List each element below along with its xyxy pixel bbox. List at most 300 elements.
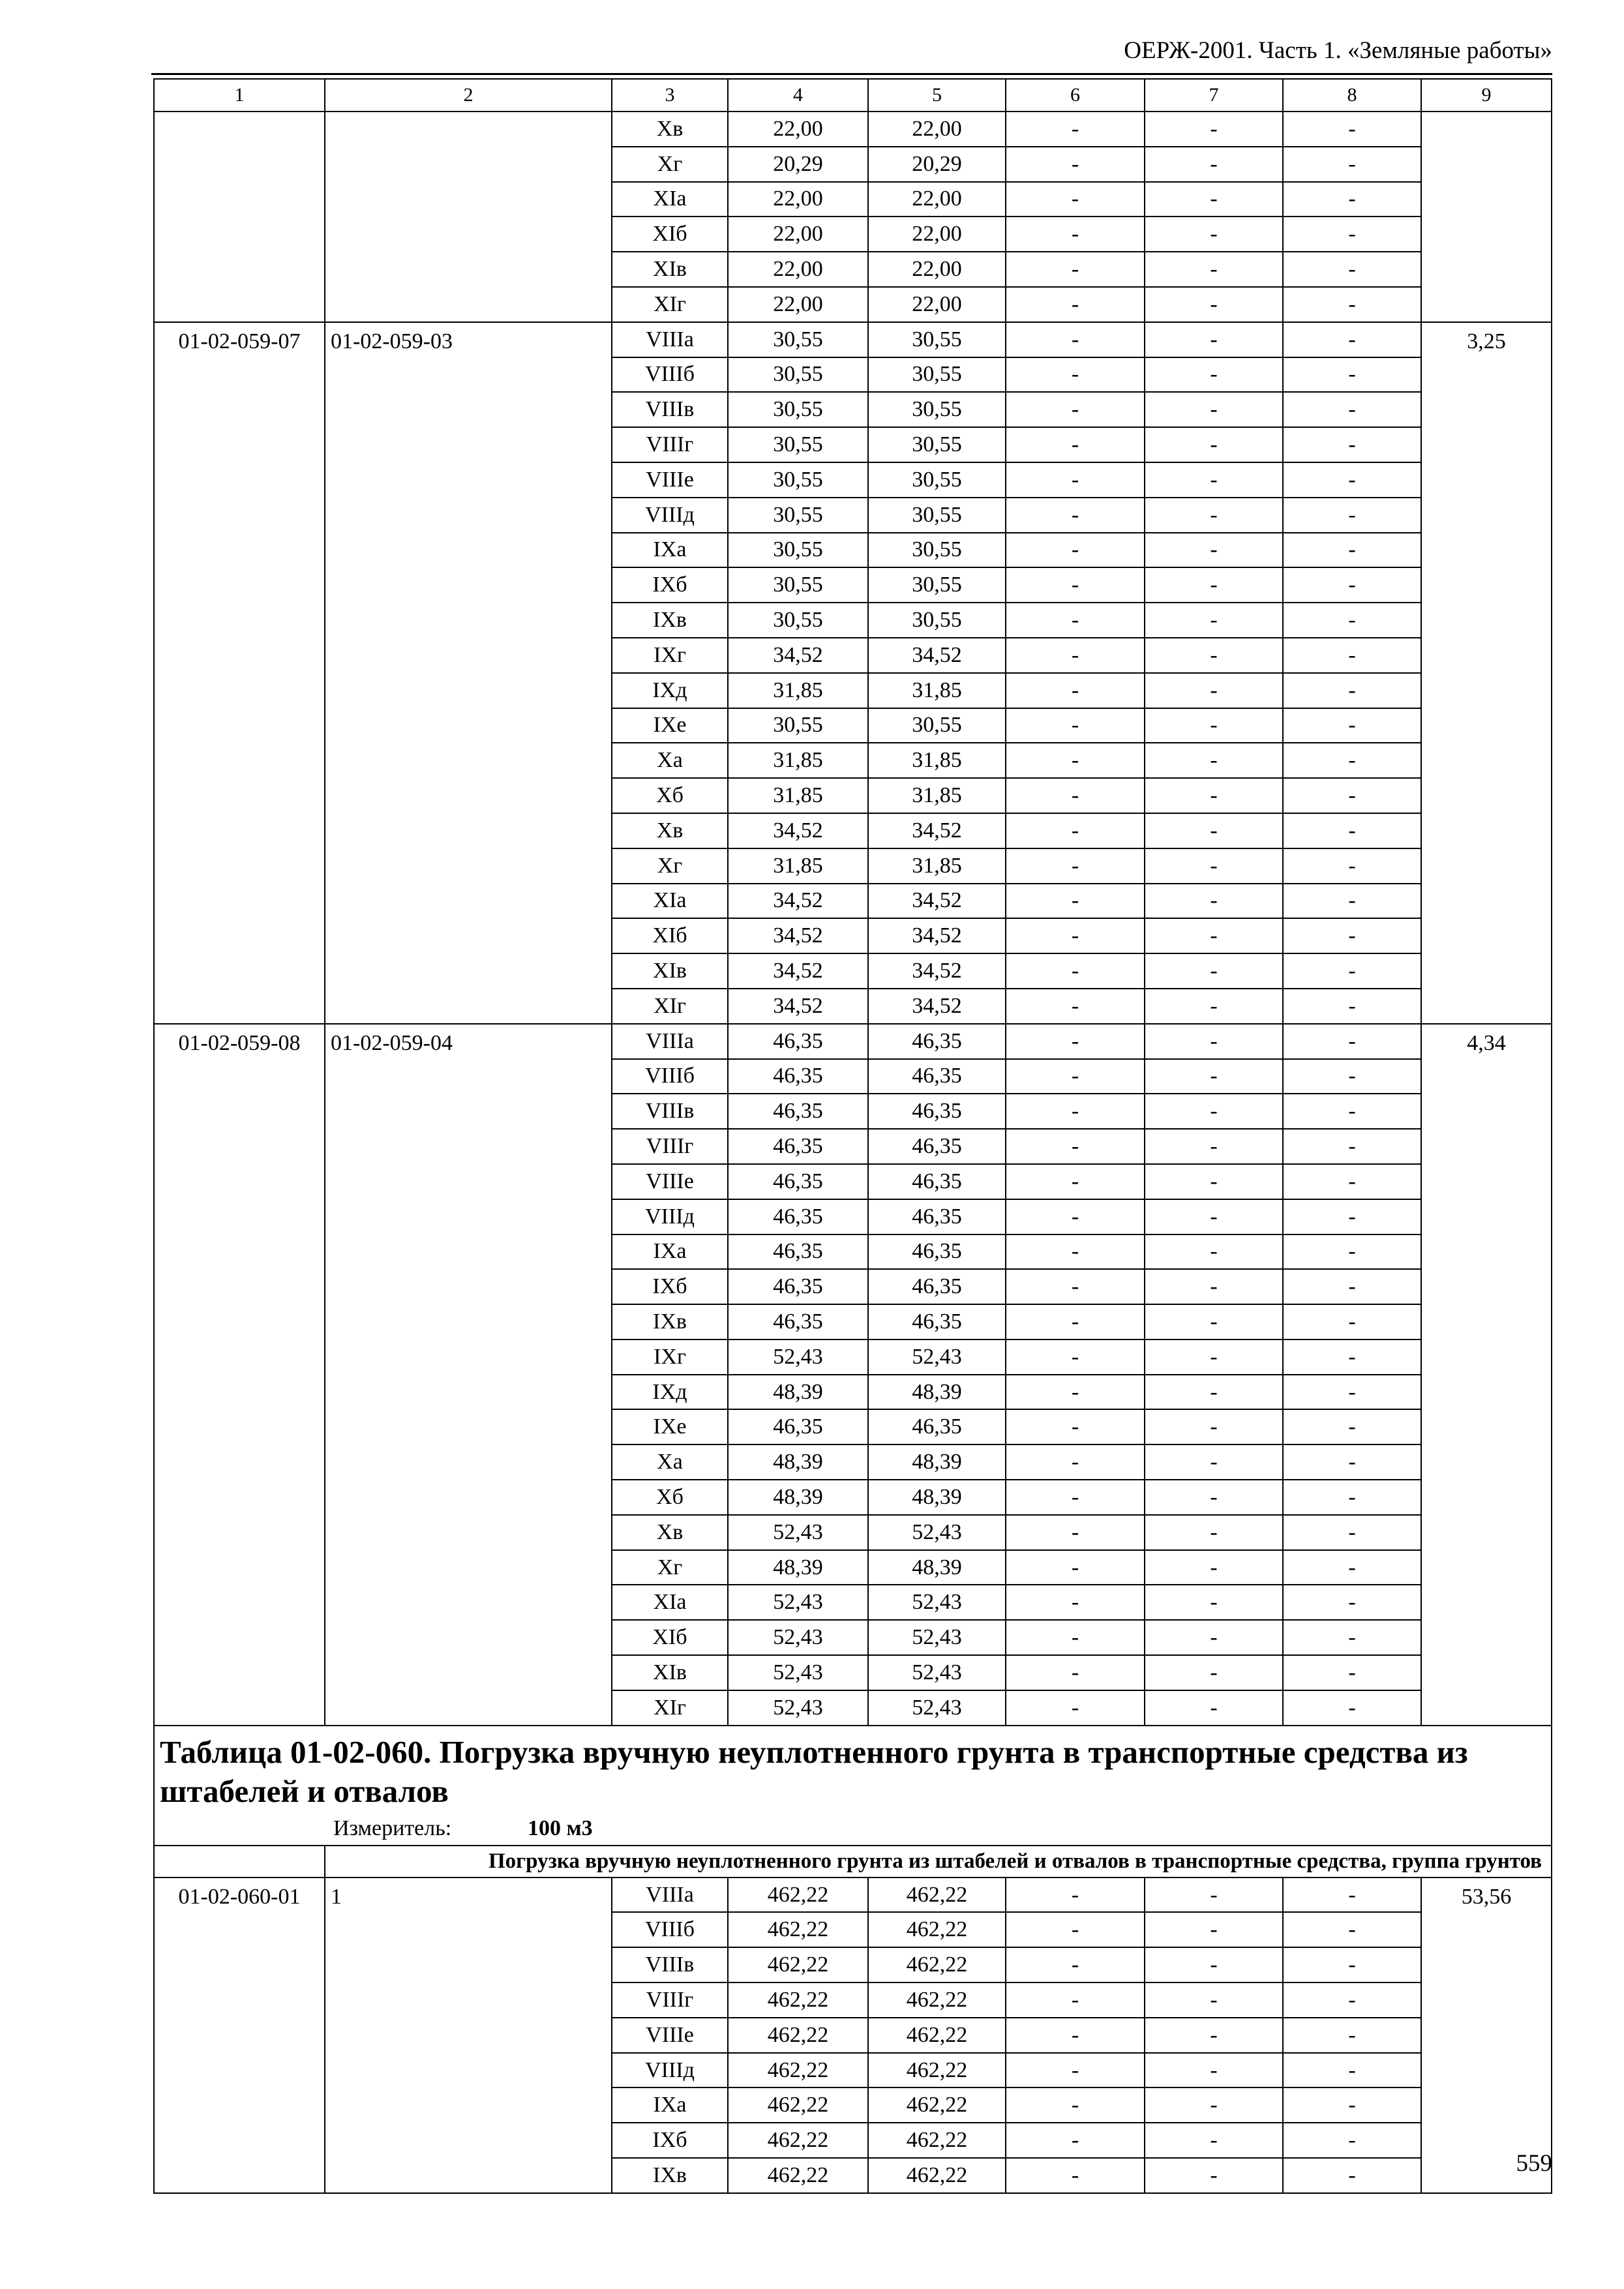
total-cell: 46,35 [728, 1234, 868, 1270]
materials-cell: - [1283, 252, 1421, 287]
machine-cell: - [1006, 1878, 1145, 1913]
ref-cell [325, 112, 612, 322]
soil-group-cell: Xв [612, 112, 728, 147]
soil-group-cell: IXе [612, 708, 728, 743]
machinist-wage-cell: - [1145, 2053, 1283, 2088]
code-cell: 01-02-059-08 [154, 1024, 325, 1726]
machine-cell: - [1006, 1024, 1145, 1059]
total-cell: 52,43 [728, 1515, 868, 1550]
total-cell: 22,00 [728, 182, 868, 217]
machinist-wage-cell: - [1145, 1912, 1283, 1947]
soil-group-cell: Xв [612, 813, 728, 848]
materials-cell: - [1283, 147, 1421, 182]
machinist-wage-cell: - [1145, 1878, 1283, 1913]
machinist-wage-cell: - [1145, 708, 1283, 743]
table-row [154, 1878, 1552, 1913]
materials-cell: - [1283, 287, 1421, 322]
materials-cell: - [1283, 989, 1421, 1024]
wage-cell: 48,39 [868, 1550, 1006, 1585]
soil-group-cell: VIIIд [612, 1199, 728, 1234]
total-cell: 462,22 [728, 1878, 868, 1913]
soil-group-cell: VIIIе [612, 462, 728, 498]
machinist-wage-cell: - [1145, 1164, 1283, 1199]
machine-cell: - [1006, 1094, 1145, 1129]
wage-cell: 462,22 [868, 2053, 1006, 2088]
materials-cell: - [1283, 462, 1421, 498]
machinist-wage-cell: - [1145, 1585, 1283, 1620]
total-cell: 52,43 [728, 1655, 868, 1690]
wage-cell: 46,35 [868, 1024, 1006, 1059]
wage-cell: 462,22 [868, 1947, 1006, 1982]
soil-group-cell: VIIIв [612, 1094, 728, 1129]
machine-cell: - [1006, 357, 1145, 393]
total-cell: 462,22 [728, 2087, 868, 2123]
group-title-row [154, 1846, 1552, 1878]
materials-cell: - [1283, 2018, 1421, 2053]
machine-cell: - [1006, 848, 1145, 884]
wage-cell: 30,55 [868, 567, 1006, 603]
total-cell: 462,22 [728, 2053, 868, 2088]
materials-cell: - [1283, 1234, 1421, 1270]
total-cell: 30,55 [728, 533, 868, 568]
wage-cell: 34,52 [868, 953, 1006, 989]
machine-cell: - [1006, 953, 1145, 989]
machinist-wage-cell: - [1145, 1409, 1283, 1444]
meter-value: 100 м3 [528, 1816, 593, 1840]
soil-group-cell: Xб [612, 778, 728, 813]
group-title-spacer [154, 1846, 325, 1878]
soil-group-cell: VIIIе [612, 1164, 728, 1199]
wage-cell: 46,35 [868, 1409, 1006, 1444]
wage-cell: 34,52 [868, 813, 1006, 848]
materials-cell: - [1283, 498, 1421, 533]
machine-cell: - [1006, 322, 1145, 357]
total-cell: 30,55 [728, 357, 868, 393]
table-meter [160, 1818, 1551, 1840]
column-number-row [154, 79, 1552, 112]
soil-group-cell: IXб [612, 1269, 728, 1304]
soil-group-cell: Xг [612, 1550, 728, 1585]
wage-cell: 31,85 [868, 743, 1006, 778]
total-cell: 31,85 [728, 848, 868, 884]
machine-cell: - [1006, 989, 1145, 1024]
machinist-wage-cell: - [1145, 1304, 1283, 1339]
wage-cell: 52,43 [868, 1585, 1006, 1620]
machinist-wage-cell: - [1145, 147, 1283, 182]
materials-cell: - [1283, 848, 1421, 884]
total-cell: 462,22 [728, 2158, 868, 2193]
wage-cell: 22,00 [868, 182, 1006, 217]
soil-group-cell: IXа [612, 533, 728, 568]
machinist-wage-cell: - [1145, 252, 1283, 287]
total-cell: 52,43 [728, 1620, 868, 1655]
machinist-wage-cell: - [1145, 217, 1283, 252]
ref-cell: 01-02-059-03 [325, 322, 612, 1024]
group-title: Погрузка вручную неуплотненного грунта из штабелей и отвалов в транспортные средства, группа грунтов [325, 1846, 1552, 1878]
header-rule [151, 73, 1552, 75]
column-number: 1 [154, 79, 325, 112]
machinist-wage-cell: - [1145, 182, 1283, 217]
materials-cell: - [1283, 1339, 1421, 1375]
soil-group-cell: XIб [612, 1620, 728, 1655]
materials-cell: - [1283, 357, 1421, 393]
wage-cell: 48,39 [868, 1375, 1006, 1410]
machine-cell: - [1006, 1947, 1145, 1982]
total-cell: 31,85 [728, 743, 868, 778]
machine-cell: - [1006, 1129, 1145, 1164]
machinist-wage-cell: - [1145, 533, 1283, 568]
materials-cell: - [1283, 1690, 1421, 1726]
wage-cell: 30,55 [868, 498, 1006, 533]
soil-group-cell: VIIIб [612, 1912, 728, 1947]
wage-cell: 52,43 [868, 1620, 1006, 1655]
materials-cell: - [1283, 1480, 1421, 1515]
total-cell: 30,55 [728, 462, 868, 498]
materials-cell: - [1283, 427, 1421, 462]
materials-cell: - [1283, 1164, 1421, 1199]
wage-cell: 30,55 [868, 462, 1006, 498]
machine-cell: - [1006, 1444, 1145, 1480]
total-cell: 34,52 [728, 884, 868, 919]
total-cell: 462,22 [728, 1982, 868, 2018]
total-cell: 46,35 [728, 1269, 868, 1304]
materials-cell: - [1283, 1059, 1421, 1094]
table-title: Таблица 01-02-060. Погрузка вручную неуплотненного грунта в транспортные средства из штабелей и отвалов [160, 1733, 1468, 1809]
wage-cell: 462,22 [868, 2158, 1006, 2193]
machinist-wage-cell: - [1145, 1480, 1283, 1515]
total-cell: 462,22 [728, 1912, 868, 1947]
labor-cost-cell: 3,25 [1421, 322, 1552, 1024]
page-header: ОЕРЖ-2001. Часть 1. «Земляные работы» [1124, 37, 1552, 64]
soil-group-cell: VIIIг [612, 1129, 728, 1164]
column-number: 3 [612, 79, 728, 112]
machinist-wage-cell: - [1145, 1515, 1283, 1550]
machinist-wage-cell: - [1145, 638, 1283, 673]
machinist-wage-cell: - [1145, 673, 1283, 708]
total-cell: 34,52 [728, 953, 868, 989]
soil-group-cell: XIб [612, 217, 728, 252]
machinist-wage-cell: - [1145, 1655, 1283, 1690]
machine-cell: - [1006, 884, 1145, 919]
machinist-wage-cell: - [1145, 918, 1283, 953]
wage-cell: 46,35 [868, 1234, 1006, 1270]
machinist-wage-cell: - [1145, 1982, 1283, 2018]
machinist-wage-cell: - [1145, 1375, 1283, 1410]
machine-cell: - [1006, 1339, 1145, 1375]
machine-cell: - [1006, 603, 1145, 638]
wage-cell: 48,39 [868, 1480, 1006, 1515]
labor-cost-cell: 4,34 [1421, 1024, 1552, 1726]
total-cell: 30,55 [728, 603, 868, 638]
materials-cell: - [1283, 918, 1421, 953]
total-cell: 462,22 [728, 2123, 868, 2158]
machine-cell: - [1006, 673, 1145, 708]
soil-group-cell: VIIIа [612, 322, 728, 357]
materials-cell: - [1283, 217, 1421, 252]
materials-cell: - [1283, 1199, 1421, 1234]
machine-cell: - [1006, 2123, 1145, 2158]
wage-cell: 52,43 [868, 1655, 1006, 1690]
machine-cell: - [1006, 2053, 1145, 2088]
total-cell: 52,43 [728, 1690, 868, 1726]
total-cell: 34,52 [728, 989, 868, 1024]
total-cell: 30,55 [728, 427, 868, 462]
table-row [154, 112, 1552, 147]
soil-group-cell: XIв [612, 252, 728, 287]
wage-cell: 46,35 [868, 1269, 1006, 1304]
total-cell: 30,55 [728, 322, 868, 357]
materials-cell: - [1283, 1655, 1421, 1690]
wage-cell: 30,55 [868, 533, 1006, 568]
wage-cell: 52,43 [868, 1690, 1006, 1726]
machine-cell: - [1006, 1164, 1145, 1199]
total-cell: 34,52 [728, 918, 868, 953]
soil-group-cell: VIIIд [612, 2053, 728, 2088]
total-cell: 22,00 [728, 287, 868, 322]
wage-cell: 30,55 [868, 322, 1006, 357]
materials-cell: - [1283, 673, 1421, 708]
materials-cell: - [1283, 2053, 1421, 2088]
machinist-wage-cell: - [1145, 2018, 1283, 2053]
materials-cell: - [1283, 567, 1421, 603]
soil-group-cell: VIIIа [612, 1878, 728, 1913]
wage-cell: 52,43 [868, 1515, 1006, 1550]
machinist-wage-cell: - [1145, 498, 1283, 533]
machine-cell: - [1006, 147, 1145, 182]
wage-cell: 52,43 [868, 1339, 1006, 1375]
wage-cell: 46,35 [868, 1094, 1006, 1129]
machinist-wage-cell: - [1145, 2123, 1283, 2158]
ref-cell: 1 [325, 1878, 612, 2193]
total-cell: 48,39 [728, 1375, 868, 1410]
materials-cell: - [1283, 638, 1421, 673]
wage-cell: 462,22 [868, 1912, 1006, 1947]
machinist-wage-cell: - [1145, 567, 1283, 603]
materials-cell: - [1283, 1375, 1421, 1410]
wage-cell: 31,85 [868, 673, 1006, 708]
wage-cell: 31,85 [868, 778, 1006, 813]
materials-cell: - [1283, 1409, 1421, 1444]
table-row [154, 1024, 1552, 1059]
materials-cell: - [1283, 1269, 1421, 1304]
wage-cell: 462,22 [868, 2123, 1006, 2158]
machinist-wage-cell: - [1145, 989, 1283, 1024]
soil-group-cell: XIг [612, 287, 728, 322]
machine-cell: - [1006, 533, 1145, 568]
wage-cell: 462,22 [868, 2018, 1006, 2053]
machinist-wage-cell: - [1145, 112, 1283, 147]
machinist-wage-cell: - [1145, 1620, 1283, 1655]
total-cell: 462,22 [728, 2018, 868, 2053]
materials-cell: - [1283, 1947, 1421, 1982]
materials-cell: - [1283, 1129, 1421, 1164]
wage-cell: 48,39 [868, 1444, 1006, 1480]
total-cell: 30,55 [728, 708, 868, 743]
soil-group-cell: IXв [612, 603, 728, 638]
materials-cell: - [1283, 182, 1421, 217]
wage-cell: 46,35 [868, 1164, 1006, 1199]
wage-cell: 30,55 [868, 708, 1006, 743]
machine-cell: - [1006, 462, 1145, 498]
machine-cell: - [1006, 2018, 1145, 2053]
machinist-wage-cell: - [1145, 1094, 1283, 1129]
machinist-wage-cell: - [1145, 287, 1283, 322]
meter-label: Измеритель: [333, 1816, 452, 1840]
machine-cell: - [1006, 1982, 1145, 2018]
total-cell: 52,43 [728, 1585, 868, 1620]
total-cell: 22,00 [728, 252, 868, 287]
soil-group-cell: IXб [612, 567, 728, 603]
soil-group-cell: XIа [612, 884, 728, 919]
machinist-wage-cell: - [1145, 1339, 1283, 1375]
machinist-wage-cell: - [1145, 357, 1283, 393]
machinist-wage-cell: - [1145, 322, 1283, 357]
materials-cell: - [1283, 1620, 1421, 1655]
wage-cell: 30,55 [868, 427, 1006, 462]
materials-cell: - [1283, 392, 1421, 427]
materials-cell: - [1283, 2087, 1421, 2123]
soil-group-cell: XIа [612, 182, 728, 217]
materials-cell: - [1283, 708, 1421, 743]
column-number: 9 [1421, 79, 1552, 112]
machinist-wage-cell: - [1145, 2087, 1283, 2123]
labor-cost-cell [1421, 112, 1552, 322]
machinist-wage-cell: - [1145, 1024, 1283, 1059]
machine-cell: - [1006, 1059, 1145, 1094]
total-cell: 34,52 [728, 813, 868, 848]
wage-cell: 22,00 [868, 217, 1006, 252]
table-caption-section [154, 1726, 1552, 1878]
total-cell: 46,35 [728, 1304, 868, 1339]
wage-cell: 22,00 [868, 112, 1006, 147]
soil-group-cell: VIIIв [612, 392, 728, 427]
total-cell: 30,55 [728, 567, 868, 603]
soil-group-cell: VIIIг [612, 427, 728, 462]
materials-cell: - [1283, 813, 1421, 848]
machinist-wage-cell: - [1145, 462, 1283, 498]
materials-cell: - [1283, 322, 1421, 357]
machine-cell: - [1006, 1480, 1145, 1515]
total-cell: 46,35 [728, 1409, 868, 1444]
total-cell: 30,55 [728, 392, 868, 427]
machine-cell: - [1006, 1620, 1145, 1655]
materials-cell: - [1283, 953, 1421, 989]
machinist-wage-cell: - [1145, 2158, 1283, 2193]
wage-cell: 20,29 [868, 147, 1006, 182]
soil-group-cell: IXд [612, 673, 728, 708]
machinist-wage-cell: - [1145, 953, 1283, 989]
soil-group-cell: IXг [612, 1339, 728, 1375]
soil-group-cell: VIIIа [612, 1024, 728, 1059]
soil-group-cell: VIIIг [612, 1982, 728, 2018]
machine-cell: - [1006, 287, 1145, 322]
total-cell: 30,55 [728, 498, 868, 533]
machinist-wage-cell: - [1145, 1129, 1283, 1164]
wage-cell: 46,35 [868, 1199, 1006, 1234]
soil-group-cell: XIг [612, 989, 728, 1024]
soil-group-cell: Xа [612, 1444, 728, 1480]
machinist-wage-cell: - [1145, 778, 1283, 813]
machine-cell: - [1006, 708, 1145, 743]
materials-cell: - [1283, 778, 1421, 813]
machine-cell: - [1006, 1655, 1145, 1690]
materials-cell: - [1283, 2123, 1421, 2158]
wage-cell: 462,22 [868, 1982, 1006, 2018]
machinist-wage-cell: - [1145, 1059, 1283, 1094]
soil-group-cell: IXг [612, 638, 728, 673]
machine-cell: - [1006, 2087, 1145, 2123]
machine-cell: - [1006, 813, 1145, 848]
machine-cell: - [1006, 638, 1145, 673]
total-cell: 46,35 [728, 1129, 868, 1164]
machine-cell: - [1006, 427, 1145, 462]
machinist-wage-cell: - [1145, 848, 1283, 884]
wage-cell: 30,55 [868, 603, 1006, 638]
machine-cell: - [1006, 1269, 1145, 1304]
soil-group-cell: XIа [612, 1585, 728, 1620]
ref-cell: 01-02-059-04 [325, 1024, 612, 1726]
wage-cell: 34,52 [868, 638, 1006, 673]
column-number: 2 [325, 79, 612, 112]
soil-group-cell: Xа [612, 743, 728, 778]
total-cell: 48,39 [728, 1480, 868, 1515]
wage-cell: 34,52 [868, 989, 1006, 1024]
total-cell: 46,35 [728, 1199, 868, 1234]
machine-cell: - [1006, 1199, 1145, 1234]
materials-cell: - [1283, 1550, 1421, 1585]
page-number: 559 [1516, 2150, 1552, 2177]
machine-cell: - [1006, 778, 1145, 813]
materials-cell: - [1283, 1094, 1421, 1129]
soil-group-cell: Xг [612, 848, 728, 884]
soil-group-cell: IXб [612, 2123, 728, 2158]
machinist-wage-cell: - [1145, 1550, 1283, 1585]
wage-cell: 46,35 [868, 1059, 1006, 1094]
soil-group-cell: IXв [612, 2158, 728, 2193]
materials-cell: - [1283, 1878, 1421, 1913]
labor-cost-cell: 53,56 [1421, 1878, 1552, 2193]
total-cell: 46,35 [728, 1164, 868, 1199]
wage-cell: 46,35 [868, 1129, 1006, 1164]
machinist-wage-cell: - [1145, 1947, 1283, 1982]
wage-cell: 46,35 [868, 1304, 1006, 1339]
total-cell: 22,00 [728, 217, 868, 252]
machine-cell: - [1006, 252, 1145, 287]
code-cell [154, 112, 325, 322]
materials-cell: - [1283, 1024, 1421, 1059]
machine-cell: - [1006, 1585, 1145, 1620]
soil-group-cell: VIIIв [612, 1947, 728, 1982]
caption-row [154, 1726, 1552, 1846]
code-cell: 01-02-059-07 [154, 322, 325, 1024]
wage-cell: 34,52 [868, 884, 1006, 919]
total-cell: 46,35 [728, 1059, 868, 1094]
table-body [154, 79, 1552, 1726]
machine-cell: - [1006, 567, 1145, 603]
machinist-wage-cell: - [1145, 392, 1283, 427]
machinist-wage-cell: - [1145, 1234, 1283, 1270]
total-cell: 48,39 [728, 1444, 868, 1480]
column-number: 7 [1145, 79, 1283, 112]
machinist-wage-cell: - [1145, 743, 1283, 778]
materials-cell: - [1283, 112, 1421, 147]
column-number: 8 [1283, 79, 1421, 112]
total-cell: 34,52 [728, 638, 868, 673]
materials-cell: - [1283, 603, 1421, 638]
wage-cell: 30,55 [868, 392, 1006, 427]
soil-group-cell: IXд [612, 1375, 728, 1410]
table-body-after [154, 1878, 1552, 2193]
